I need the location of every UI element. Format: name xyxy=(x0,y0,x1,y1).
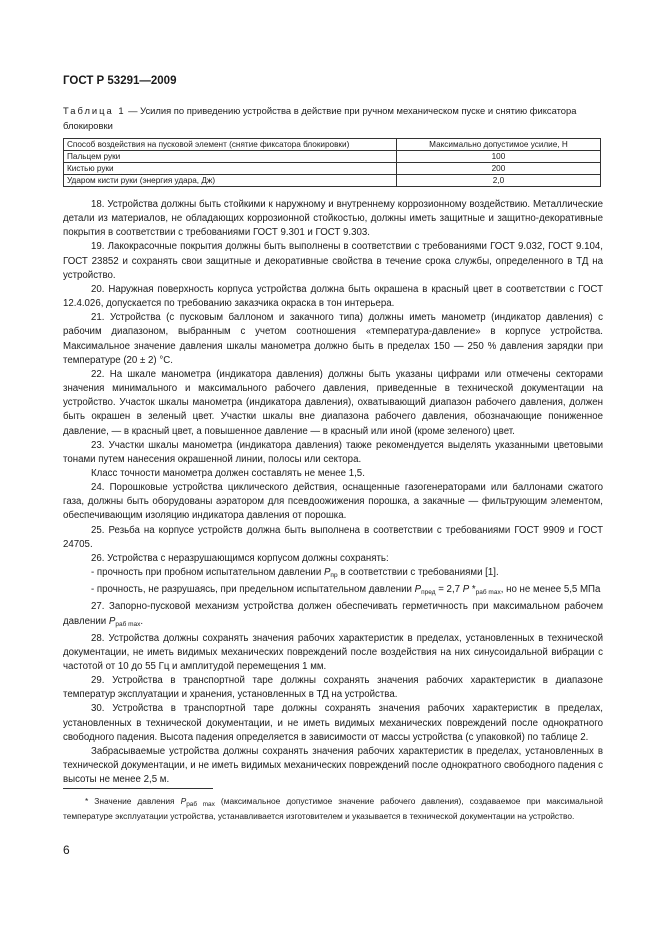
table-header-cell: Максимально допустимое усилие, Н xyxy=(396,139,600,151)
paragraph-27 xyxy=(63,600,603,631)
paragraph-23: 23. Участки шкалы манометра (индикатора давления) также рекомендуется выделять указанными цветовыми тонами путем нанесения окрашенной линии, полосы или сектора. xyxy=(63,439,603,465)
paragraph-24: 24. Порошковые устройства циклического действия, оснащенные газогенераторами или баллонами сжатого газа, должны быть оборудованы аэратором для псевдоожижения порошка, а закачные — фильтрующим элементом, обеспечивающим изоляцию индикатора давления от порошка. xyxy=(63,482,603,522)
paragraph-26: 26. Устройства с неразрушающимся корпусом должны сохранять: xyxy=(91,552,389,564)
document-header: ГОСТ Р 53291—2009 xyxy=(63,75,177,87)
table-header-cell: Способ воздействия на пусковой элемент (снятие фиксатора блокировки) xyxy=(64,139,397,151)
symbol-p: P xyxy=(108,615,116,627)
paragraph-22: 22. На шкале манометра (индикатора давления) должны быть указаны цифрами или отмечены секторами значения минимального и максимального рабочего давления, приведенные в технической документации на устройство. Участок шкалы манометра (индикатора давления), охватывающий диапазон рабочего давления, должен быть окрашен в зеленый цвет. Участки шкалы вне диапазона рабочего давления, обозначающие пониженное давление, — в красный цвет, а повышенное давление — в красный или иной (кроме зеленого) цвет. xyxy=(63,368,603,437)
text-run: * Значение давления xyxy=(85,796,181,806)
paragraph-20: 20. Наружная поверхность корпуса устройства должна быть окрашена в красный цвет в соответствии с ГОСТ 12.4.026, допускается по требованию заказчика окраска в тон интерьера. xyxy=(63,283,603,310)
text-run: . xyxy=(140,615,144,627)
text-run: - прочность, не разрушаясь, при предельном испытательном давлении xyxy=(91,584,415,596)
text-run: = 2,7 xyxy=(435,584,463,596)
table-caption-label: Таблица 1 xyxy=(63,105,126,116)
table-cell: 100 xyxy=(396,151,600,163)
table-cell: Кистью руки xyxy=(64,163,397,175)
paragraph-29: 29. Устройства в транспортной таре должны сохранять значения рабочих характеристик в диапазоне температур эксплуатации и хранения, установленных в ТД на устройства. xyxy=(63,675,603,701)
symbol-p: P xyxy=(180,796,187,806)
symbol-p: P xyxy=(323,567,331,579)
symbol-p: P xyxy=(462,584,470,596)
footnote-text xyxy=(63,796,603,822)
text-run: - прочность при пробном испытательном давлении xyxy=(91,567,324,579)
table-cell: 2,0 xyxy=(396,175,600,187)
document-body xyxy=(63,198,603,787)
paragraph-26-item-b xyxy=(63,583,603,600)
text-run: в соответствии с требованиями [1]. xyxy=(337,567,499,579)
subscript: пред xyxy=(421,589,436,597)
footnote-mark: * xyxy=(471,584,476,596)
table-cell: 200 xyxy=(396,163,600,175)
force-table xyxy=(63,138,601,187)
paragraph-23-accuracy: Класс точности манометра должен составлять не менее 1,5. xyxy=(91,467,365,479)
paragraph-18: 18. Устройства должны быть стойкими к наружному и внутреннему коррозионному воздействию. Металлические детали из материалов, не обладающих коррозионной стойкостью, должны иметь защитные и защитно-декоративные покрытия в соответствии с требованиями ГОСТ 9.301 и ГОСТ 9.303. xyxy=(63,199,603,239)
paragraph-30-drop: Забрасываемые устройства должны сохранять значения рабочих характеристик в пределах, установленных в технической документации, и не иметь видимых механических повреждений после однократного свободного падения с высоты не менее 2,5 м. xyxy=(63,745,603,786)
table-header-row xyxy=(64,139,601,151)
subscript: раб max xyxy=(115,620,141,628)
subscript: раб max xyxy=(186,801,215,808)
subscript: пр xyxy=(330,572,338,580)
paragraph-19: 19. Лакокрасочные покрытия должны быть выполнены в соответствии с требованиями ГОСТ 9.032, ГОСТ 9.104, ГОСТ 23852 и сохранять свои защитные и декоративные свойства в течение срока службы, определенного в ТД на устройство. xyxy=(63,241,603,281)
text-run: , но не менее 5,5 МПа xyxy=(500,584,601,596)
paragraph-25: 25. Резьба на корпусе устройств должна быть выполнена в соответствии с требованиями ГОСТ 9909 и ГОСТ 24705. xyxy=(63,524,603,550)
table-cell: Пальцем руки xyxy=(64,151,397,163)
subscript: раб max xyxy=(475,589,501,597)
symbol-p: P xyxy=(414,584,422,596)
page-number: 6 xyxy=(63,843,70,857)
paragraph-21: 21. Устройства (с пусковым баллоном и закачного типа) должны иметь манометр (индикатор давления) с рабочим диапазоном, выбранным с учетом соотношения «температура-давление» в корпусе устройства. Максимальное значение давления шкалы манометра должно быть в пределах 150 — 250 % давления зарядки при температуре (20 ± 2) °С. xyxy=(63,312,603,366)
paragraph-26-item-a xyxy=(63,566,603,583)
paragraph-28: 28. Устройства должны сохранять значения рабочих характеристик в пределах, установленных в технической документации, не иметь видимых механических повреждений после воздействия на них синусоидальной вибрации с частотой от 10 до 55 Гц и амплитудой перемещения 1 мм. xyxy=(63,632,603,672)
table-cell: Ударом кисти руки (энергия удара, Дж) xyxy=(64,175,397,187)
text-run: 27. Запорно-пусковой механизм устройства должен обеспечивать герметичность при максимальном рабочем давлении xyxy=(63,601,603,627)
table-caption-text: — Усилия по приведению устройства в действие при ручном механическом пуске и снятию фиксатора блокировки xyxy=(63,105,577,131)
table-row xyxy=(64,151,601,163)
text-run: (максимальное допустимое значение рабочего давления), создаваемое при максимальной температуре эксплуатации устройства, устанавливается изготовителем и указывается в технической документации на устройство. xyxy=(63,796,603,821)
footnote xyxy=(63,796,603,822)
paragraph-30: 30. Устройства в транспортной таре должны сохранять значения рабочих характеристик в пределах, установленных в технической документации, и не иметь видимых механических повреждений после однократного свободного падения. Высота падения определяется в зависимости от массы устройства (с упаковкой) по таблице 2. xyxy=(63,703,603,743)
footnote-divider xyxy=(63,788,213,789)
table-row xyxy=(64,175,601,187)
table-caption xyxy=(63,103,601,133)
table-row xyxy=(64,163,601,175)
